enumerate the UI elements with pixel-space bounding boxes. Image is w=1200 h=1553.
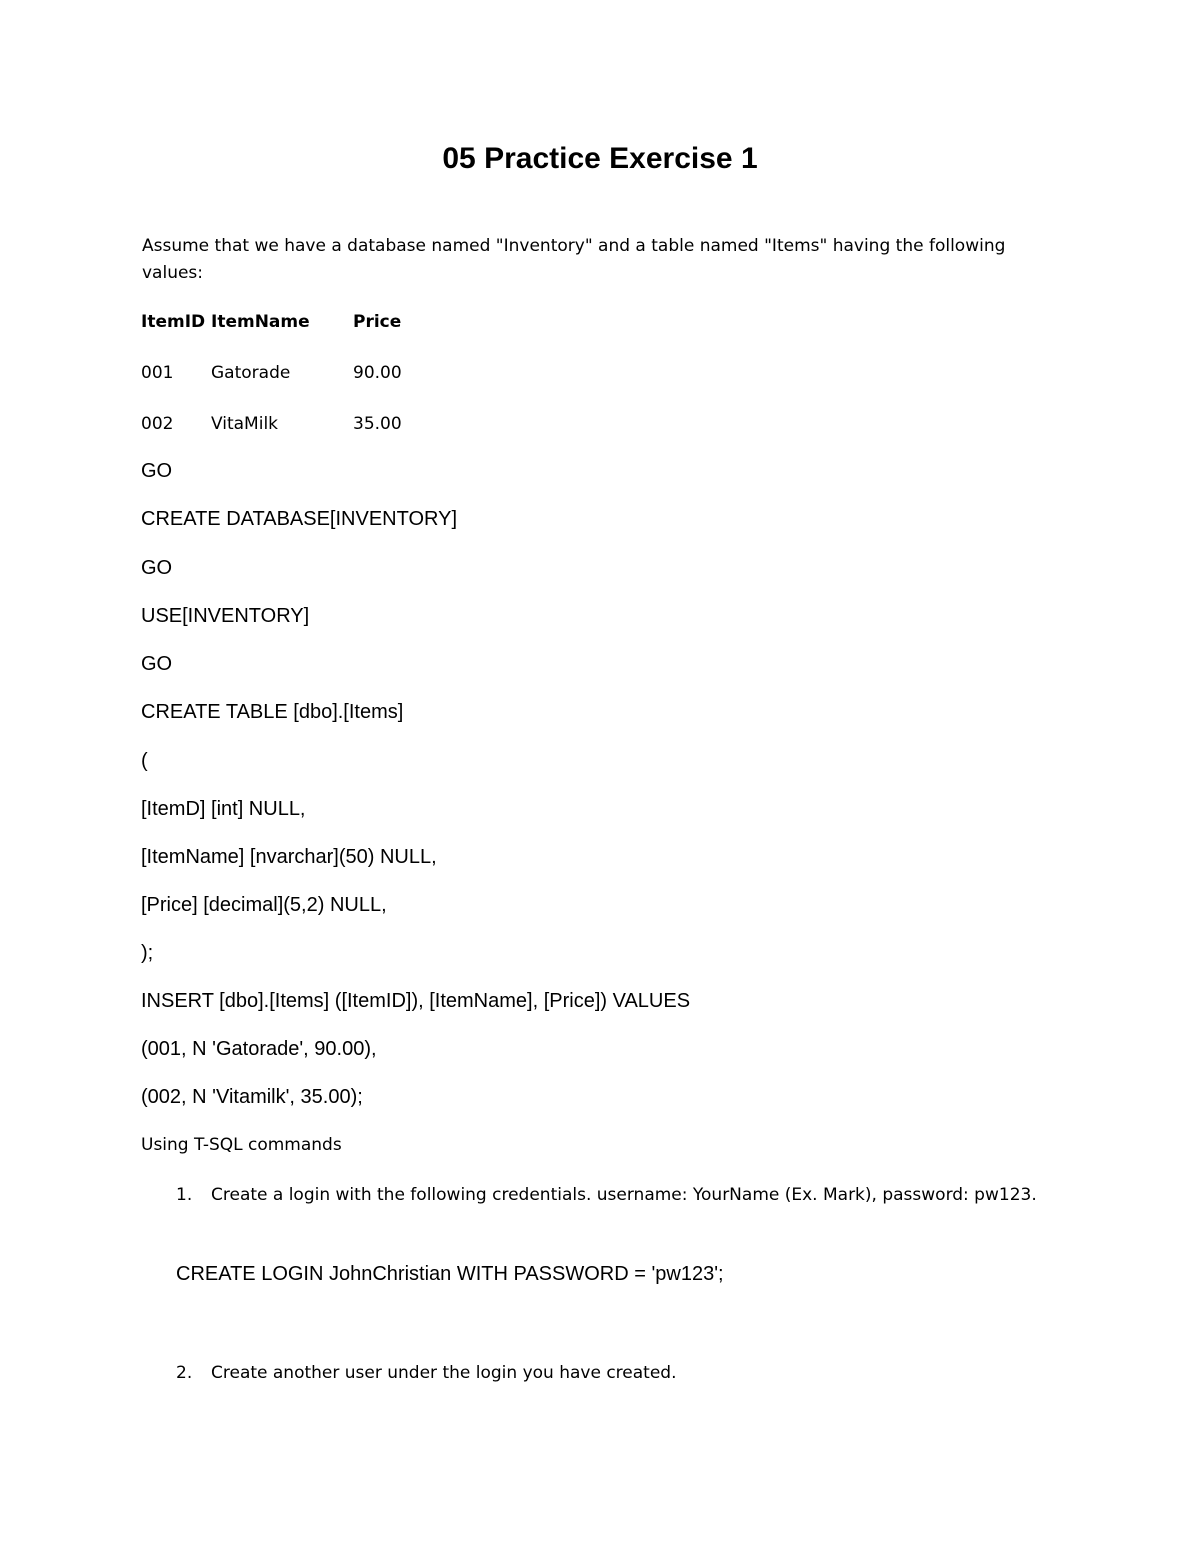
cell-itemid: 001 bbox=[141, 363, 174, 383]
code-line: CREATE TABLE [dbo].[Items] bbox=[141, 701, 404, 723]
list-number: 1. bbox=[176, 1185, 193, 1205]
code-line: [ItemName] [nvarchar](50) NULL, bbox=[141, 846, 437, 868]
code-line: GO bbox=[141, 653, 173, 675]
code-line: USE[INVENTORY] bbox=[141, 605, 310, 627]
cell-itemname: Gatorade bbox=[211, 363, 291, 383]
tsql-heading: Using T-SQL commands bbox=[141, 1135, 342, 1155]
intro-paragraph: Assume that we have a database named "Inventory" and a table named "Items" having the following values: bbox=[142, 236, 1006, 283]
code-line: (002, N 'Vitamilk', 35.00); bbox=[141, 1086, 363, 1108]
code-line: INSERT [dbo].[Items] ([ItemID]), [ItemName], [Price]) VALUES bbox=[141, 990, 691, 1012]
header-itemid: ItemID bbox=[141, 312, 206, 332]
list-number: 2. bbox=[176, 1363, 193, 1383]
code-line: GO bbox=[141, 557, 173, 579]
task-text: Create another user under the login you have created. bbox=[211, 1363, 677, 1383]
code-line: (001, N 'Gatorade', 90.00), bbox=[141, 1038, 377, 1060]
task-answer: CREATE LOGIN JohnChristian WITH PASSWORD = 'pw123'; bbox=[176, 1263, 724, 1285]
header-itemname: ItemName bbox=[211, 312, 310, 332]
code-line: ( bbox=[141, 750, 148, 772]
cell-itemname: VitaMilk bbox=[211, 414, 279, 434]
cell-price: 90.00 bbox=[353, 363, 402, 383]
cell-itemid: 002 bbox=[141, 414, 174, 434]
code-line: GO bbox=[141, 460, 173, 482]
code-line: CREATE DATABASE[INVENTORY] bbox=[141, 508, 457, 530]
task-text: Create a login with the following credentials. username: YourName (Ex. Mark), password: pw123. bbox=[211, 1185, 1037, 1205]
header-price: Price bbox=[353, 312, 402, 332]
cell-price: 35.00 bbox=[353, 414, 402, 434]
code-line: ); bbox=[141, 942, 154, 964]
code-line: [ItemD] [int] NULL, bbox=[141, 798, 306, 820]
code-line: [Price] [decimal](5,2) NULL, bbox=[141, 894, 387, 916]
page-title: 05 Practice Exercise 1 bbox=[442, 142, 758, 175]
